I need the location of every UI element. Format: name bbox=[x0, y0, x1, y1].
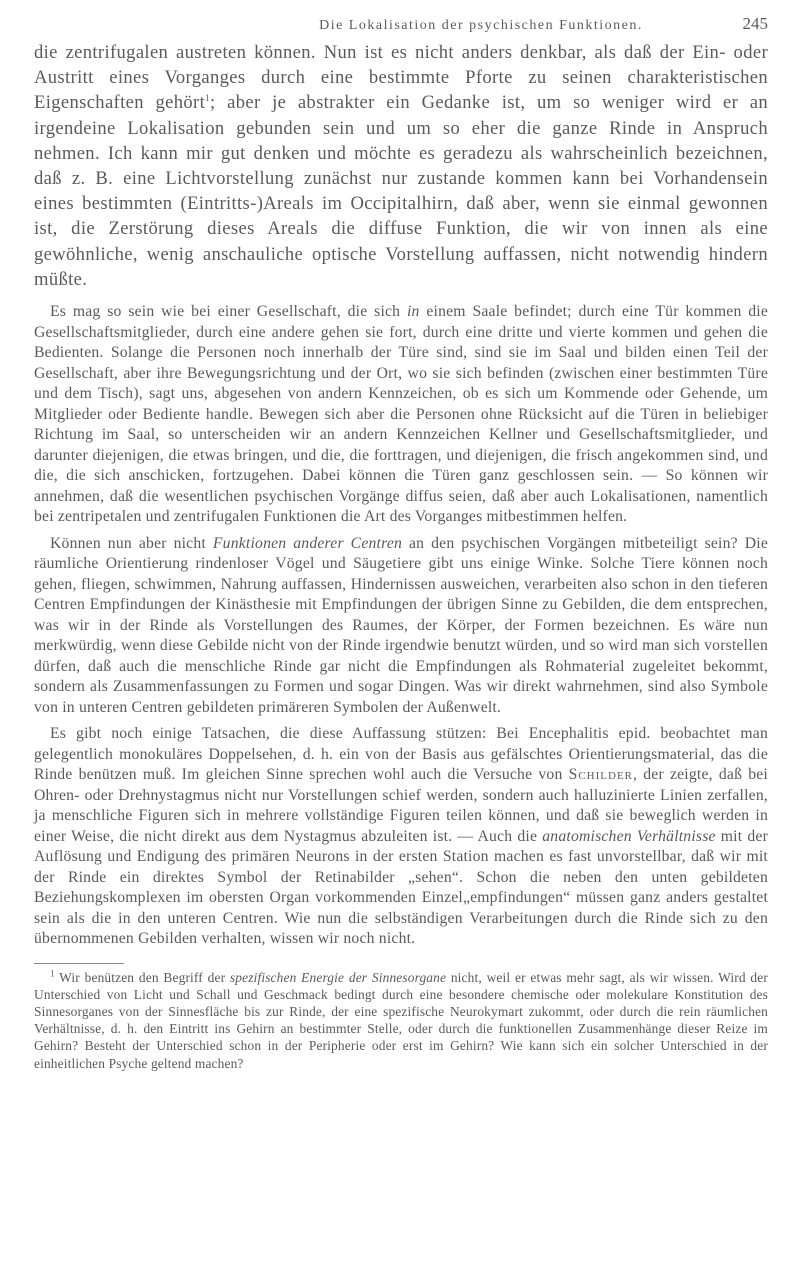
footnote-text-part: nicht, weil er etwas mehr sagt, als wir wissen. Wird der Unterschied von Licht und Schall und Geschmack bedingt durch eine besondere chemische oder molekulare Konstitution des Sinnesorganes von der Sinnesfläche bis zur Rinde, der eine spezifische Neurokymart zukommt, oder durch die rein räumlichen Verhältnisse, d. h. den Eintritt ins Gehirn an bestimmter Stelle, oder durch die funktionellen Zusammenhänge dieser Reize im Gehirn? Besteht der Unterschied schon in der Peripherie oder erst im Gehirn? Wie kann sich ein solcher Unterschied in der einheitlichen Psyche geltend machen? bbox=[34, 969, 768, 1071]
lead-text-part-1: die zentrifugalen austreten können. Nun ist es nicht anders denkbar, als daß der Ein- oder Austritt eines Vorganges durch eine bestimmte Pforte zu seinen charakteristischen Eigenschaften gehört bbox=[34, 42, 768, 114]
lead-text bbox=[34, 40, 768, 292]
author-name: Schilder bbox=[568, 766, 633, 784]
paragraph-text: Es mag so sein wie bei einer Gesellschaft, die sich bbox=[50, 303, 407, 321]
footnote bbox=[34, 969, 768, 1072]
paragraph-text: Können nun aber nicht bbox=[50, 534, 213, 552]
footnote-text-part: Wir benützen den Begriff der bbox=[54, 969, 230, 985]
emphasis-text: spezifischen Energie der Sinnesorgane bbox=[229, 969, 447, 985]
paragraph-text: , der zeigte, daß bei Ohren- oder Drehnystagmus nicht nur Vorstellungen schief werden, sondern auch halluzinierte Linien zerfallen, ja menschliche Figuren sich in mehrere vollständige Figuren teilen können, und daß sie beweglich werden in einer Weise, die nicht direkt aus dem Nystagmus abzuleiten ist. — Auch die bbox=[34, 766, 768, 845]
page-number: 245 bbox=[742, 14, 768, 33]
paragraph-text: einem Saale befindet; durch eine Tür kommen die Gesellschaftsmitglieder, durch eine andere gehen sie fort, durch eine dritte und vierte kommen und gehen die Bedienten. Solange die Personen noch innerhalb der Türe sind, sind sie im Saal und bilden einen Teil der Gesellschaft, aber ihre Bewegungsrichtung und der Ort, wo sie sich befinden (zwischen einer bestimmten Türe und dem Tisch), sagt uns, abgesehen von andern Kennzeichen, ob es sich um Kommende oder Gehende, um Mitglieder oder Bediente handle. Bewegen sich aber die Personen ohne Rücksicht auf die Türen in beliebiger Richtung im Saal, so unterscheiden wir an andern Kennzeichen Kellner und Gesellschaftsmitglieder, und darunter diejenigen, die etwas bringen, und die, die forttragen, und diejenigen, die frisch angekommen sind, und die, die sich anschicken, fortzugehen. Dabei können die Türen ganz geschlossen sein. — So können wir annehmen, daß die wesentlichen psychischen Vorgänge diffus seien, daß aber auch Lokalisationen, namentlich bei zentripetalen und zentrifugalen Funktionen die Art des Vorganges mitbestimmen helfen. bbox=[34, 303, 769, 526]
running-head bbox=[34, 14, 768, 40]
running-title: Die Lokalisation der psychischen Funktionen. bbox=[319, 18, 643, 33]
footnote-mark: 1 bbox=[50, 968, 55, 979]
paragraph-text: Es gibt noch einige Tatsachen, die diese Auffassung stützen: Bei Encephalitis epid. beobachtet man gelegentlich monokuläres Doppelsehen, d. h. ein von der Basis aus gefälschtes Orientierungsmaterial, das die Rinde benützen muß. Im gleichen Sinne sprechen wohl auch die Versuche von bbox=[34, 725, 768, 784]
paragraph-text: an den psychischen Vorgängen mitbeteiligt sein? Die räumliche Orientierung rindenloser Vögel und Säugetiere gibt uns einige Winke. Solche Tiere können noch gehen, fliegen, schwimmen, Nahrung auffassen, Hindernissen ausweichen, verarbeiten also schon in den tieferen Centren Empfindungen der Kinästhesie mit Empfindungen der übrigen Sinne zu Gebilden, die dem entsprechen, was wir in der Rinde als Vorstellungen des Raumes, der Körper, der Formen bezeichnen. Es wäre nun merkwürdig, wenn diese Gebilde nicht von der Rinde irgendwie benutzt würden, und so wird man sich vorstellen dürfen, daß auch die menschliche Rinde gar nicht die Empfindungen als Rohmaterial zugeleitet bekommt, sondern als Zusammenfassungen zu Formen und sogar Dingen. Was wir direkt wahrnehmen, sind also Symbole von in unteren Centren gebildeten primäreren Symbolen der Außenwelt. bbox=[34, 534, 769, 716]
body-text bbox=[34, 302, 768, 950]
footnote-reference: 1 bbox=[205, 93, 210, 104]
footnote-text bbox=[34, 969, 768, 1072]
paragraph-other-centres bbox=[34, 534, 768, 719]
emphasis-text: in bbox=[406, 303, 420, 321]
lead-text-part-2: ; aber je abstrakter ein Gedanke ist, um so weniger wird er an irgendeine Lokalisation gebunden sein und um so eher die ganze Rinde in Anspruch nehmen. Ich kann mir gut denken und möchte es geradezu als wahrscheinlich bezeichnen, daß z. B. eine Lichtvorstellung zunächst nur zustande kommen kann bei Vorhandensein eines bestimmten (Eintritts-)Areals im Occipitalhirn, daß aber, wenn sie einmal gewonnen ist, die Zerstörung dieses Areals die diffuse Funktion, die wir von innen als eine gewöhnliche, wenig anschauliche optische Vorstellung auffassen, nicht notwendig hindern müßte. bbox=[34, 92, 768, 290]
emphasis-text: Funktionen anderer Centren bbox=[212, 534, 403, 552]
lead-paragraph bbox=[34, 40, 768, 292]
paragraph-text: mit der Auflösung und Endigung des primären Neurons in der ersten Station machen es fast unvorstellbar, daß wir mit der Rinde ein direktes Symbol der Retinabilder „sehen“. Schon die neben den unten gebildeten Beziehungskomplexen im obersten Organ vorkommenden Einzel„empfindungen“ müssen ganz anders gestaltet sein als die in den unteren Centren. Wie nun die selbständigen Verarbeitungen durch die Rinde sich zu den übernommenen Gebilden verhalten, wissen wir noch nicht. bbox=[34, 827, 769, 948]
emphasis-text: anatomischen Verhältnisse bbox=[542, 827, 716, 845]
footnote-separator bbox=[34, 963, 124, 964]
paragraph-society-analogy bbox=[34, 302, 768, 528]
paragraph-supporting-facts bbox=[34, 724, 768, 950]
